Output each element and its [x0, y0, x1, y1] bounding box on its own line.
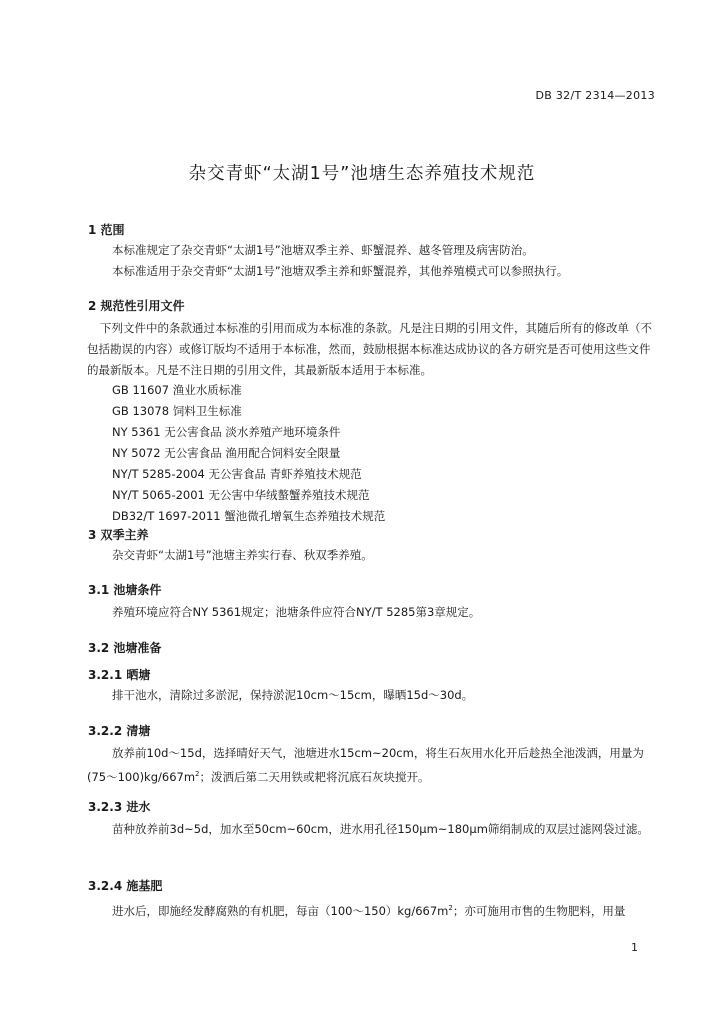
section-2-intro-text: 下列文件中的条款通过本标准的引用而成为本标准的条款。凡是注日期的引用文件，其随后所有的修改单（不包括勘误的内容）或修订版均不适用于本标准，然而，鼓励根据本标准达成协议的各方研究是否可使用这些文件的最新版本。凡是不注日期的引用文件，其最新版本适用于本标准。 — [87, 321, 652, 377]
section-1-paragraph-1-text: 本标准规定了杂交青虾“太湖1号”池塘双季主养、虾蟹混养、越冬管理及病害防治。 — [112, 243, 534, 257]
section-3-2-1-paragraph — [87, 685, 657, 706]
section-1-paragraph-2 — [87, 261, 657, 282]
reference-item: NY 5361 无公害食品 淡水养殖产地环境条件 — [112, 425, 341, 439]
section-1-paragraph-1 — [87, 240, 657, 261]
section-3-1-paragraph-text: 养殖环境应符合NY 5361规定；池塘条件应符合NY/T 5285第3章规定。 — [112, 605, 481, 619]
reference-item: NY/T 5285-2004 无公害食品 青虾养殖技术规范 — [112, 467, 362, 481]
section-3-2-4-text-b: ；亦可施用市售的生物肥料，用量 — [452, 903, 626, 918]
superscript: 2 — [195, 770, 200, 778]
section-2-heading: 2 规范性引用文件 — [88, 299, 185, 313]
section-2-intro — [87, 318, 657, 381]
section-3-2-3-paragraph-text: 苗种放养前3d~5d，加水至50cm~60cm，进水用孔径150μm~180μm筛绢制成的双层过滤网袋过滤。 — [112, 822, 649, 836]
page-number: 1 — [631, 941, 638, 954]
section-3-2-2-paragraph — [87, 743, 657, 788]
section-3-1-heading: 3.1 池塘条件 — [88, 583, 162, 597]
document-title: 杂交青虾“太湖1号”池塘生态养殖技术规范 — [188, 164, 536, 184]
section-3-paragraph-text: 杂交青虾“太湖1号”池塘主养实行春、秋双季养殖。 — [112, 548, 373, 562]
reference-item: DB32/T 1697-2011 蟹池微孔增氧生态养殖技术规范 — [112, 509, 386, 523]
standard-code: DB 32/T 2314—2013 — [535, 89, 655, 102]
reference-item: GB 11607 渔业水质标准 — [112, 383, 242, 397]
section-3-2-3-paragraph — [87, 819, 657, 840]
section-3-2-heading: 3.2 池塘准备 — [88, 641, 162, 655]
section-3-1-paragraph — [87, 602, 657, 623]
superscript: 2 — [448, 904, 453, 912]
reference-item: NY/T 5065-2001 无公害中华绒螯蟹养殖技术规范 — [112, 488, 370, 502]
section-3-2-4-paragraph — [87, 898, 657, 922]
section-3-paragraph — [87, 545, 657, 566]
section-3-2-2-text-a: 放养前10d～15d，选择晴好天气，池塘进水15cm~20cm，将生石灰用水化开后趁热全池泼洒，用量为(75～100)kg/667m — [87, 746, 644, 784]
section-3-2-4-text-a: 进水后，即施经发酵腐熟的有机肥，每亩（100～150）kg/667m — [112, 903, 449, 918]
section-1-paragraph-2-text: 本标准适用于杂交青虾“太湖1号”池塘双季主养和虾蟹混养，其他养殖模式可以参照执行。 — [112, 264, 569, 278]
section-3-2-2-text-b: ；泼洒后第二天用铁或耙将沉底石灰块搅开。 — [199, 769, 430, 784]
section-3-heading: 3 双季主养 — [88, 528, 149, 542]
section-1-heading: 1 范围 — [88, 223, 125, 237]
section-3-2-2-heading: 3.2.2 清塘 — [88, 724, 151, 738]
reference-item: GB 13078 饲料卫生标准 — [112, 404, 242, 418]
section-3-2-1-heading: 3.2.1 晒塘 — [88, 668, 151, 682]
section-3-2-4-heading: 3.2.4 施基肥 — [88, 879, 163, 893]
section-3-2-3-heading: 3.2.3 进水 — [88, 800, 151, 814]
section-3-2-1-paragraph-text: 排干池水，清除过多淤泥，保持淤泥10cm～15cm，曝晒15d～30d。 — [112, 688, 474, 702]
reference-item: NY 5072 无公害食品 渔用配合饲料安全限量 — [112, 446, 341, 460]
